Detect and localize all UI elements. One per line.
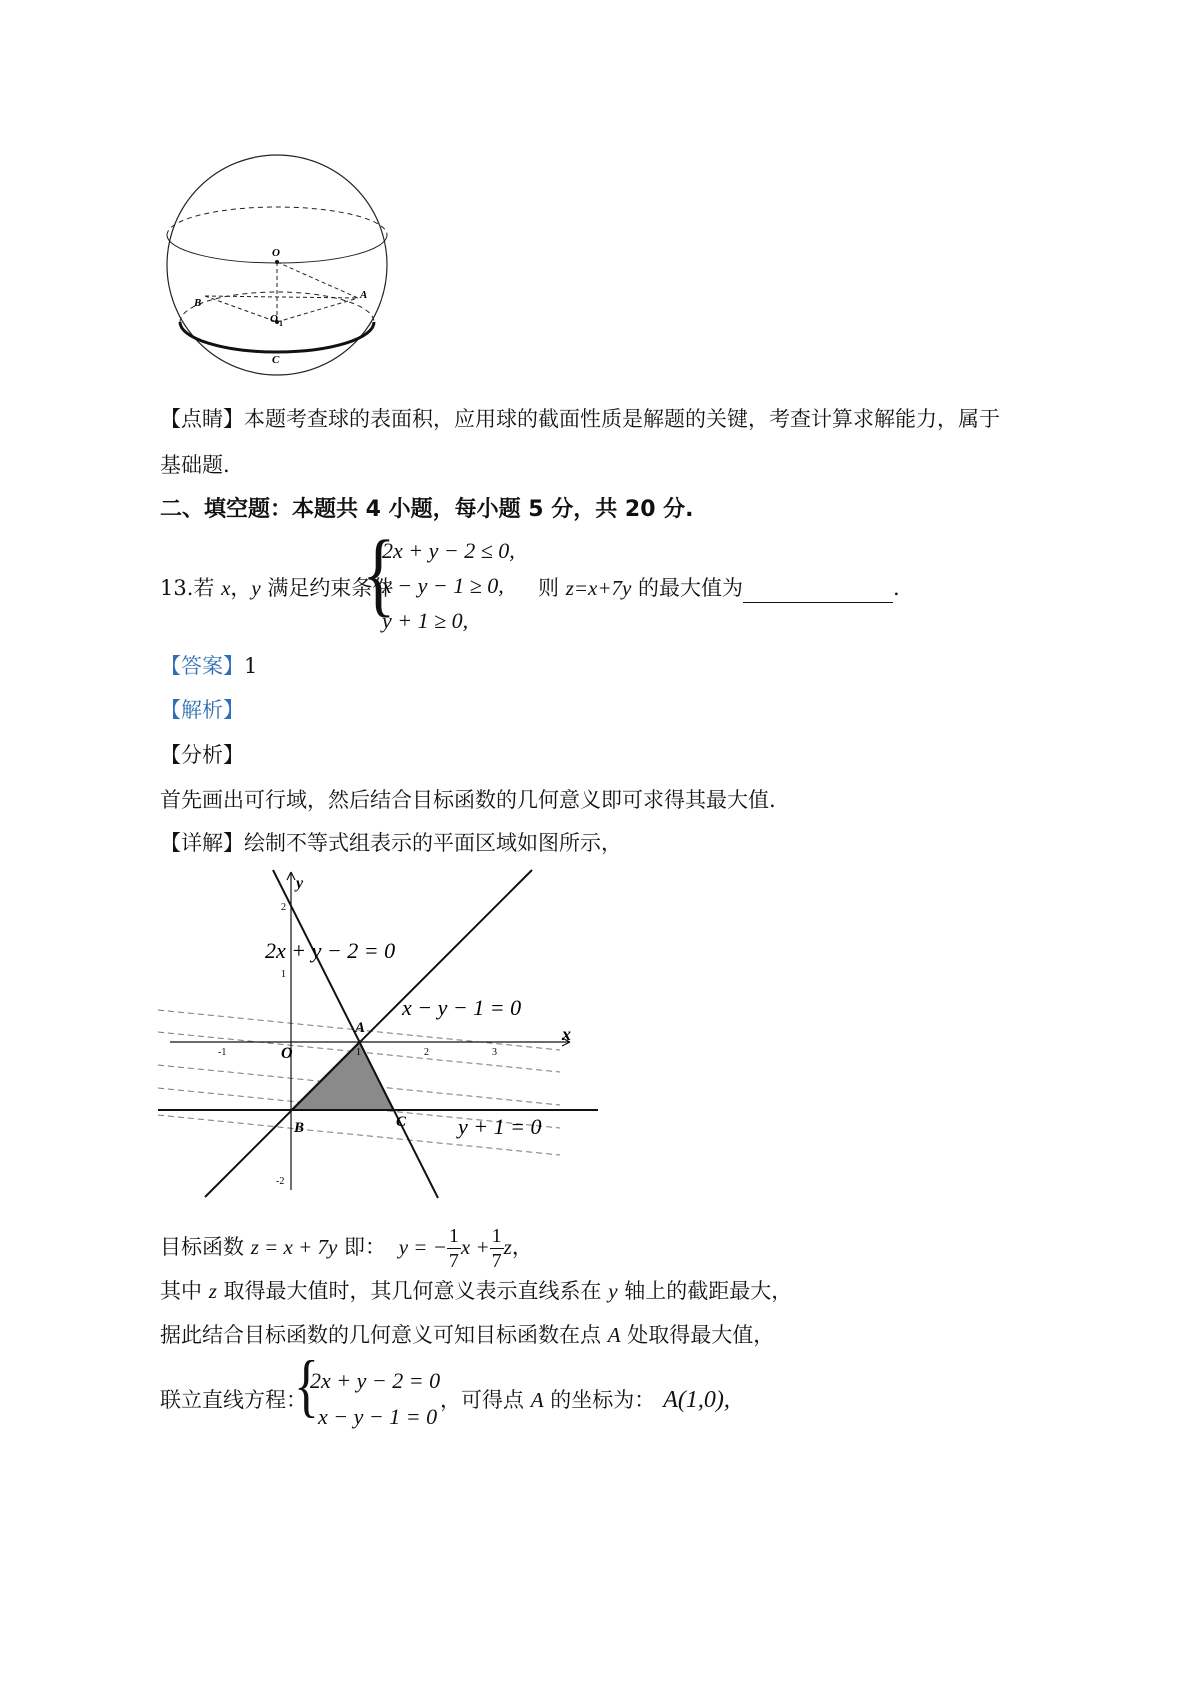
- para2: 据此结合目标函数的几何意义可知目标函数在点 A 处取得最大值，: [160, 1323, 775, 1347]
- comment-bracket: 【点睛】: [160, 407, 244, 431]
- tick-x-2: 2: [424, 1047, 429, 1058]
- q13-constraint-3: y + 1 ≥ 0,: [382, 608, 469, 633]
- label-C: C: [272, 354, 280, 366]
- tick-y-2: 2: [281, 902, 286, 913]
- label-A: A: [360, 289, 368, 301]
- answer-value: 1: [244, 654, 258, 678]
- line-x-y-1: [205, 870, 532, 1197]
- line1-label: 2x + y − 2 = 0: [265, 938, 396, 963]
- para3-prefix: 联立直线方程：: [160, 1388, 307, 1412]
- sphere-figure: [160, 150, 400, 390]
- q13-constraint-1: 2x + y − 2 ≤ 0,: [382, 538, 515, 563]
- comment-line2: 基础题.: [160, 453, 230, 477]
- q13-brace: {: [362, 522, 396, 627]
- q13-objective: 则 z=x+7y 的最大值为 .: [538, 573, 900, 603]
- q13-prefix: 13.若 x，y 满足约束条件: [160, 576, 394, 600]
- origin-label: O: [281, 1045, 293, 1062]
- section-title: 二、填空题：本题共 4 小题，每小题 5 分，共 20 分.: [160, 497, 694, 522]
- para3-eq1: 2x + y − 2 = 0: [310, 1368, 441, 1393]
- answer-line: [160, 651, 257, 681]
- fraction-1-7-a: $\frac{1}{7}$: [448, 1225, 459, 1272]
- tick-x-3: 3: [492, 1047, 497, 1058]
- small-circle-front: [180, 322, 374, 352]
- tick-y-neg2: -2: [276, 1176, 285, 1187]
- para3-brace: {: [294, 1347, 319, 1425]
- para3-result: ，可得点 A 的坐标为： A(1,0),: [440, 1387, 730, 1413]
- para1: 其中 z 取得最大值时，其几何意义表示直线系在 y 轴上的截距最大，: [160, 1279, 793, 1303]
- point-C-label: C: [396, 1114, 407, 1130]
- comment-line1: [160, 404, 1000, 434]
- label-O: O: [272, 247, 280, 259]
- line2-label: x − y − 1 = 0: [402, 995, 522, 1020]
- tick-x-1: 1: [356, 1047, 361, 1058]
- para3-eq2: x − y − 1 = 0: [318, 1404, 438, 1429]
- fenxi-text: 首先画出可行域，然后结合目标函数的几何意义即可求得其最大值.: [160, 788, 776, 812]
- line3-label: y + 1 = 0: [458, 1114, 542, 1139]
- tick-y-1: 1: [281, 969, 286, 980]
- tick-x-neg1: -1: [218, 1047, 227, 1058]
- label-O1: O: [270, 313, 278, 325]
- analysis-label: 【解析】: [160, 698, 244, 722]
- feasible-region-graph: [150, 860, 610, 1205]
- comment-text-1: 本题考查球的表面积，应用球的截面性质是解题的关键，考查计算求解能力，属于: [244, 407, 1000, 431]
- axis-x-label: x: [562, 1024, 571, 1044]
- answer-label: 【答案】: [160, 654, 244, 678]
- axis-y-label: y: [296, 875, 304, 892]
- q13-constraint-2: x − y − 1 ≥ 0,: [382, 573, 504, 598]
- fenxi-label: 【分析】: [160, 743, 244, 767]
- great-circle-back: [167, 207, 387, 235]
- label-B: B: [194, 297, 202, 309]
- detail-line: 【详解】绘制不等式组表示的平面区域如图所示，: [160, 831, 622, 855]
- point-A-label: A: [355, 1020, 366, 1036]
- point-B-label: B: [294, 1120, 305, 1136]
- label-O1-sub: 1: [279, 319, 283, 328]
- objective-line: 目标函数 z = x + 7y 即： y = − $\frac{1}{7}$ x + $\frac{1}{7}$ z，: [160, 1225, 533, 1272]
- fraction-1-7-b: $\frac{1}{7}$: [491, 1225, 502, 1272]
- q13-answer-blank[interactable]: [743, 580, 893, 603]
